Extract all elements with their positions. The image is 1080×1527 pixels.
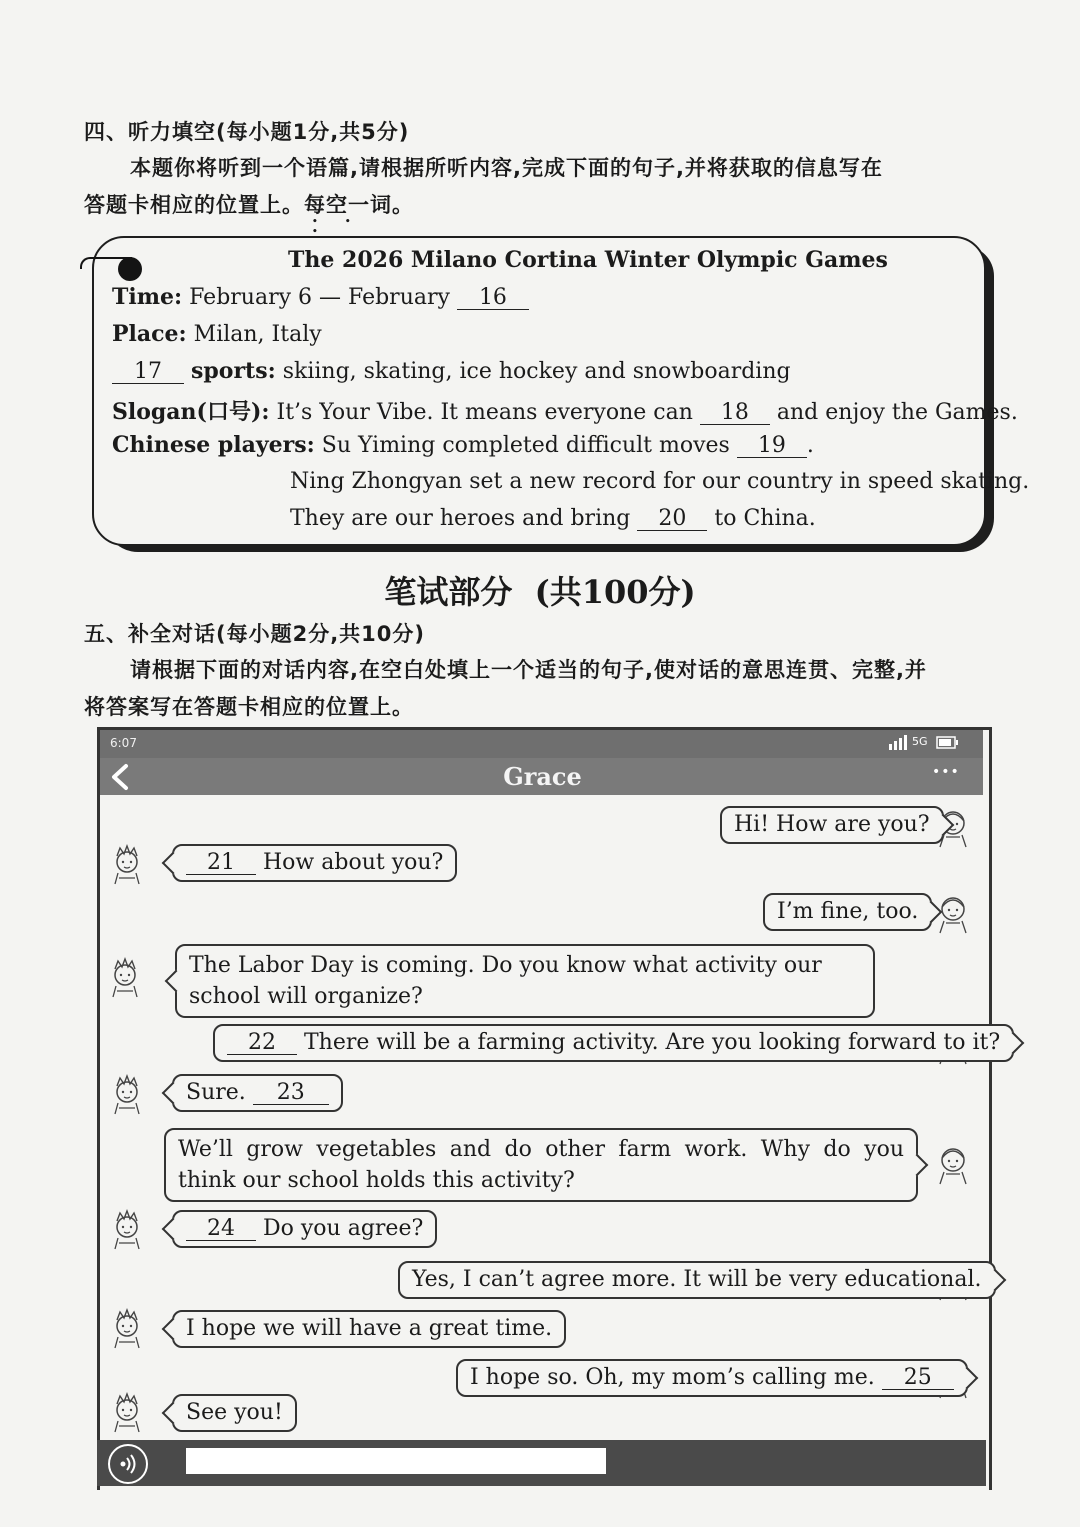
message-bubble: Yes, I can’t agree more. It will be very educational.: [398, 1261, 996, 1299]
message-bubble: The Labor Day is coming. Do you know what activity our school will organize?: [175, 944, 875, 1018]
message-input[interactable]: [186, 1448, 606, 1474]
slogan-label: Slogan(口号):: [112, 399, 270, 425]
battery-icon: [936, 736, 960, 750]
message-bubble: We’ll grow vegetables and do other farm work. Why do you think our school holds this activity?: [164, 1128, 918, 1202]
status-bar: [100, 730, 983, 758]
blank-18: 18: [700, 402, 770, 425]
user-avatar-icon: [110, 842, 144, 886]
grace-avatar-icon: [936, 1142, 970, 1186]
section4-title: 四、听力填空(每小题1分,共5分): [84, 120, 410, 144]
sports-text: skiing, skating, ice hockey and snowboarding: [282, 359, 791, 384]
contact-name: Grace: [503, 762, 582, 791]
blank-25: 25: [882, 1367, 954, 1390]
user-avatar-icon: [110, 1072, 144, 1116]
notice-time-line: [112, 284, 529, 310]
section4-instruction-line1: 本题你将听到一个语篇,请根据所听内容,完成下面的句子,并将获取的信息写在: [130, 156, 883, 180]
message-bubble: [456, 1359, 968, 1397]
blank-23: 23: [253, 1082, 329, 1105]
section5-instruction-line2: 将答案写在答题卡相应的位置上。: [84, 695, 414, 719]
notice-title: The 2026 Milano Cortina Winter Olympic Games: [288, 247, 888, 273]
heroes-end: to China.: [714, 506, 816, 531]
written-section-heading: 笔试部分 (共100分): [384, 573, 696, 611]
more-options-icon[interactable]: •••: [932, 764, 960, 780]
message-text: How about you?: [263, 850, 444, 875]
players-end: .: [806, 433, 814, 458]
network-label: 5G: [912, 735, 928, 748]
place-text: Milan, Italy: [193, 322, 322, 347]
message-bubble: [172, 1210, 437, 1248]
pin-icon: [118, 257, 142, 281]
user-avatar-icon: [110, 1207, 144, 1251]
players-label: Chinese players:: [112, 432, 315, 458]
notice-slogan-line: [112, 395, 1018, 426]
user-avatar-icon: [110, 1306, 144, 1350]
user-avatar-icon: [110, 1390, 144, 1434]
message-text: Do you agree?: [263, 1216, 424, 1241]
notice-place-line: [112, 321, 322, 347]
message-bubble: [213, 1024, 1014, 1062]
blank-21: 21: [186, 852, 256, 875]
section4-instruction-part-c: 。: [392, 193, 414, 217]
blank-24: 24: [186, 1218, 256, 1241]
blank-22: 22: [227, 1032, 297, 1055]
voice-icon: [110, 1446, 146, 1482]
notice-sports-line: [112, 358, 791, 384]
section5-title: 五、补全对话(每小题2分,共10分): [84, 622, 426, 646]
notice-ning-line: Ning Zhongyan set a new record for our country in speed skating.: [290, 469, 1030, 494]
message-bubble: Hi! How are you?: [720, 806, 944, 844]
section5-instruction-line1: 请根据下面的对话内容,在空白处填上一个适当的句子,使对话的意思连贯、完整,并: [130, 658, 927, 682]
user-avatar-icon: [108, 955, 142, 999]
blank-17: 17: [112, 361, 184, 384]
notice-card: [92, 236, 986, 546]
message-bubble: I hope we will have a great time.: [172, 1310, 566, 1348]
status-time: 6:07: [110, 736, 137, 750]
blank-20: 20: [637, 508, 707, 531]
time-text: February 6 — February: [189, 285, 450, 310]
notice-heroes-line: [290, 506, 816, 531]
players-text: Su Yiming completed difficult moves: [321, 433, 730, 458]
message-text: Sure.: [186, 1080, 246, 1105]
section4-instruction-line2: [84, 189, 414, 219]
message-bubble: [172, 1074, 343, 1112]
slogan-end: and enjoy the Games.: [776, 400, 1018, 425]
message-bubble: [172, 844, 457, 882]
place-label: Place:: [112, 321, 187, 347]
section4-instruction-part-a: 答题卡相应的位置上。: [84, 193, 304, 217]
voice-button[interactable]: [108, 1444, 148, 1484]
message-bubble: See you!: [172, 1394, 297, 1432]
message-bubble: I’m fine, too.: [763, 893, 932, 931]
notice-players-line: [112, 432, 814, 458]
status-icons: [888, 734, 960, 752]
sports-label: sports:: [191, 358, 276, 384]
heroes-text: They are our heroes and bring: [290, 506, 631, 531]
emphasis-one-word: 每空一词 • • •: [304, 193, 392, 217]
message-text: There will be a farming activity. Are you looking forward to it?: [304, 1030, 1001, 1055]
blank-16: 16: [457, 287, 529, 310]
message-text: I hope so. Oh, my mom’s calling me.: [470, 1365, 875, 1390]
blank-19: 19: [737, 435, 807, 458]
time-label: Time:: [112, 284, 183, 310]
slogan-text: It’s Your Vibe. It means everyone can: [276, 400, 693, 425]
